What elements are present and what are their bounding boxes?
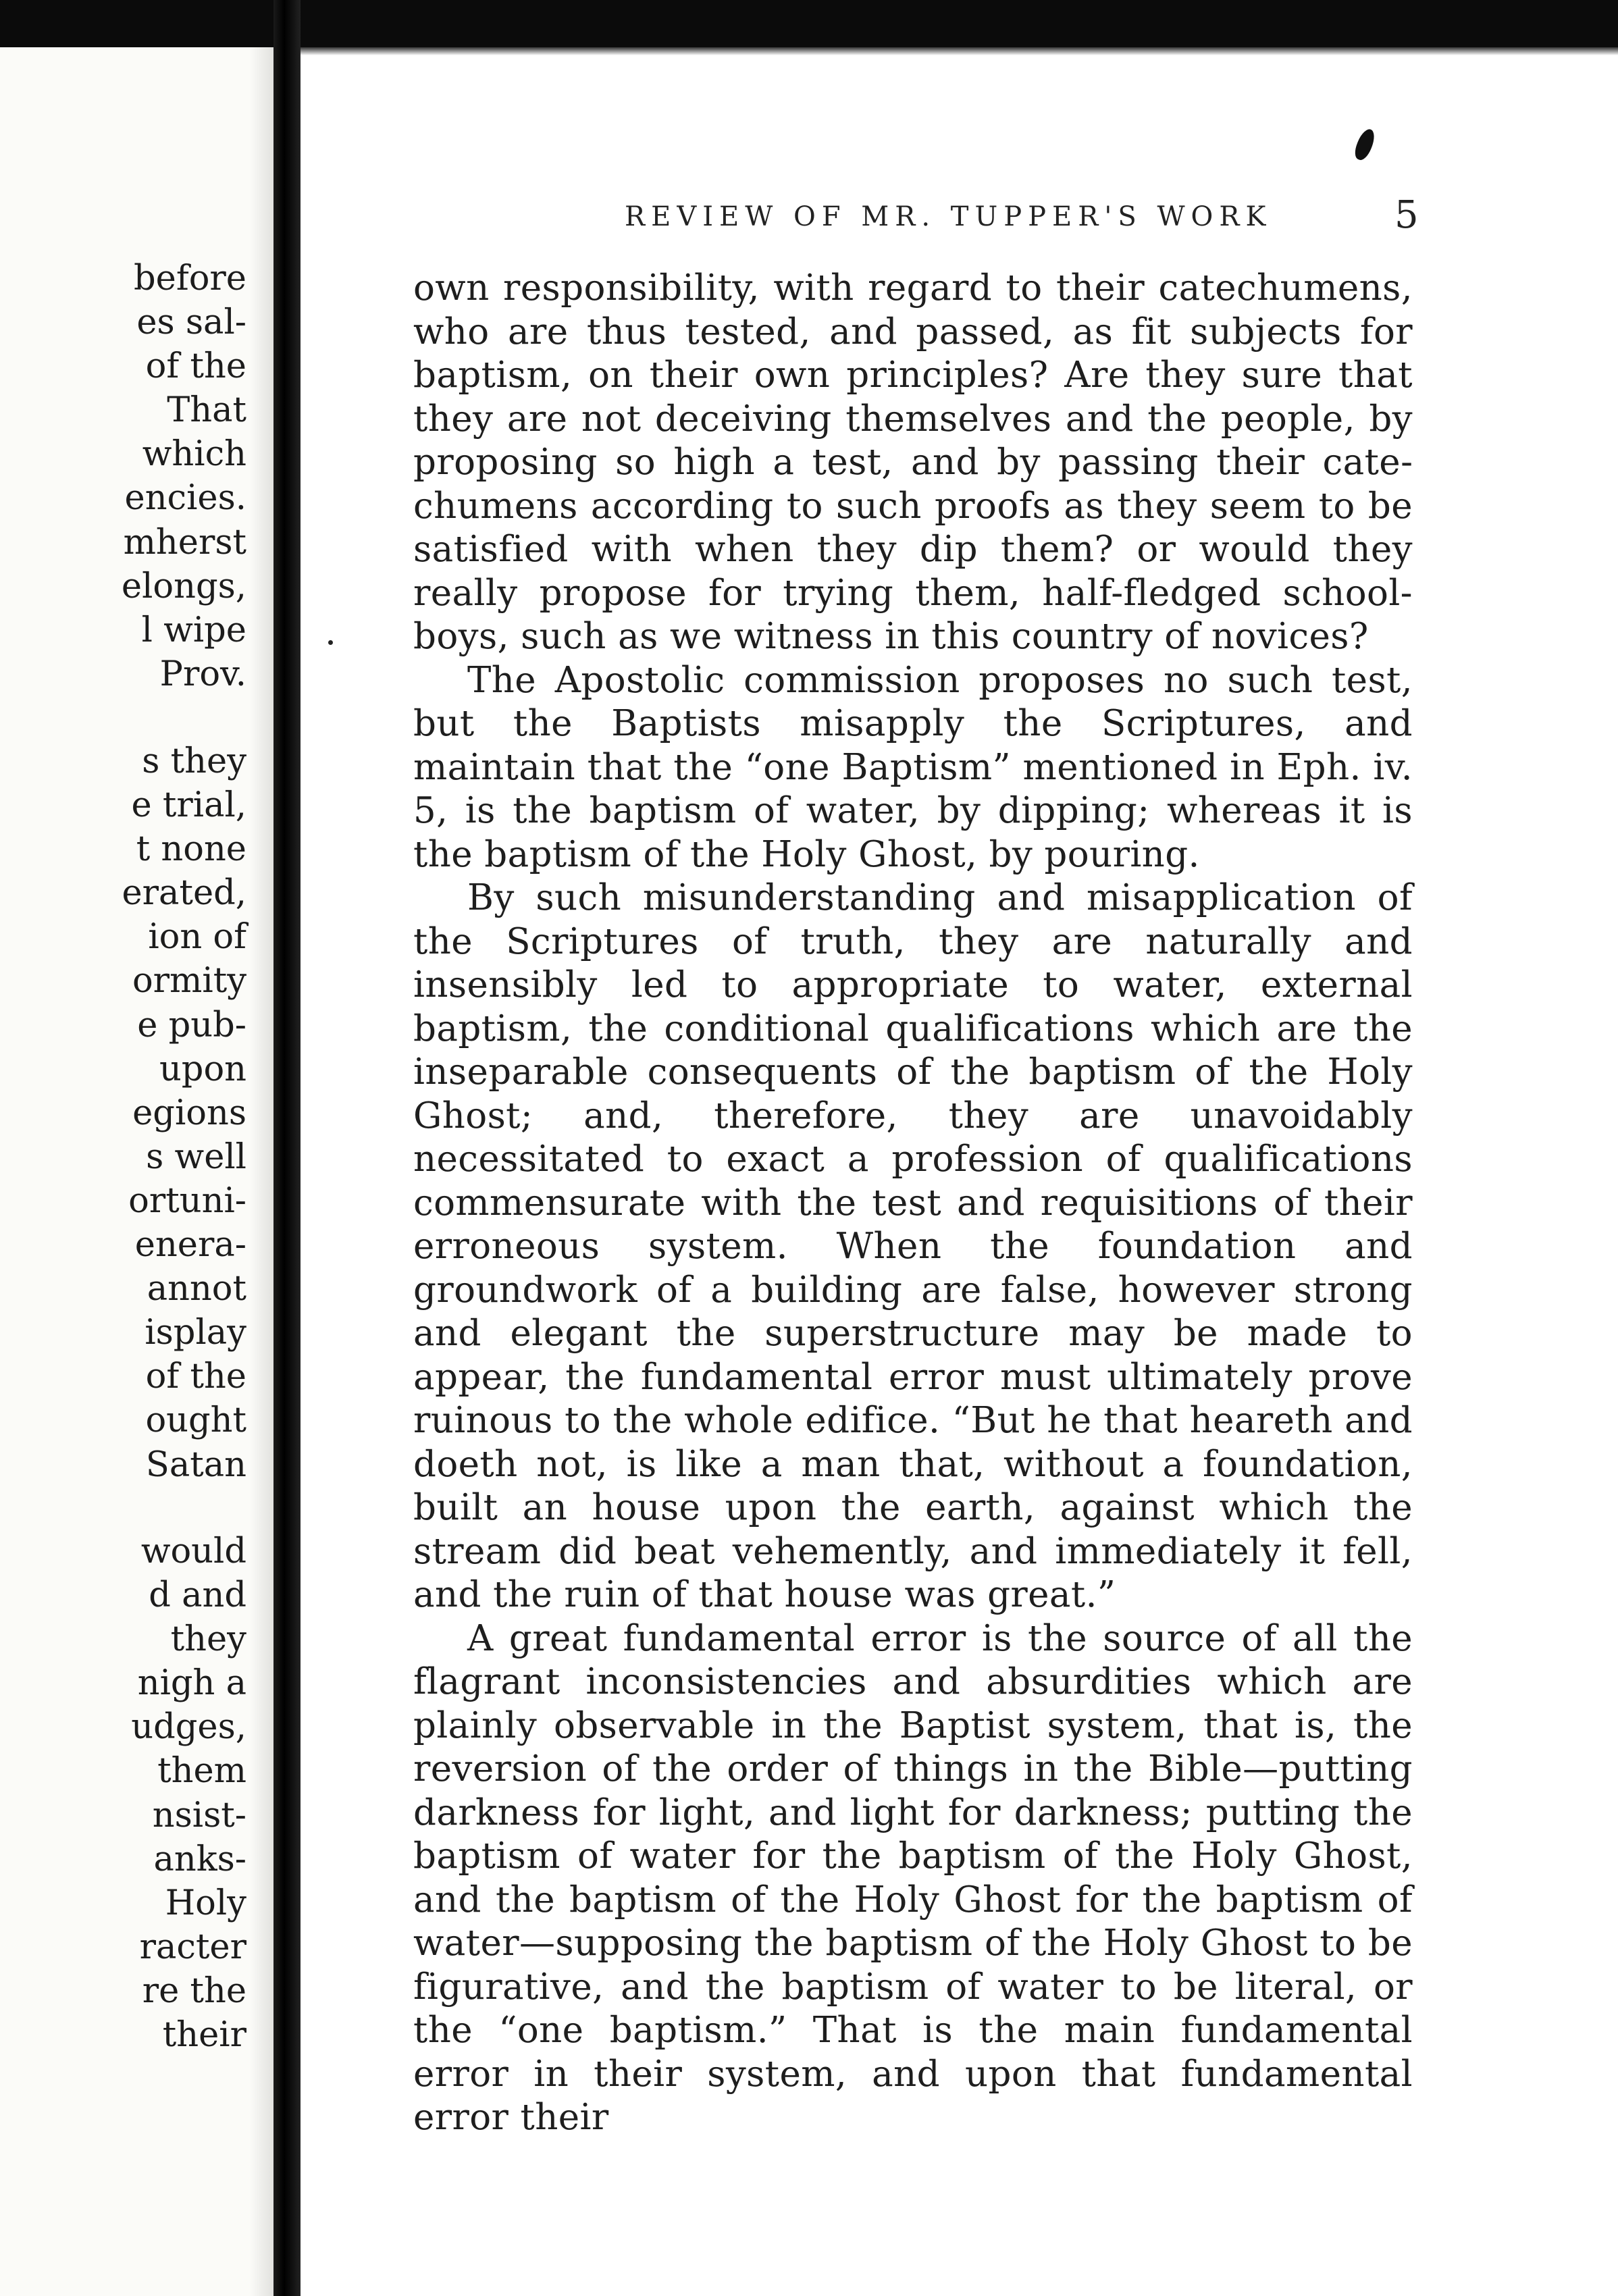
left-fragment-line: Satan bbox=[145, 1444, 246, 1485]
book-spine bbox=[273, 0, 301, 2296]
page-number: 5 bbox=[1394, 193, 1419, 237]
left-fragment-line: es sal- bbox=[136, 303, 246, 343]
left-fragment-line: ormity bbox=[132, 961, 246, 1001]
left-fragment-line: udges, bbox=[131, 1707, 246, 1748]
left-fragment-line: they bbox=[170, 1619, 246, 1660]
dust-speck bbox=[328, 640, 333, 645]
left-fragment-line: Holy bbox=[165, 1883, 246, 1923]
left-fragment-line: encies. bbox=[124, 478, 246, 519]
left-fragment-line: nigh a bbox=[137, 1663, 246, 1704]
left-fragment-line: ortuni- bbox=[128, 1180, 246, 1221]
left-fragment-line: erated, bbox=[122, 873, 246, 914]
left-fragment-line: of the bbox=[145, 1357, 246, 1397]
left-fragment-line: s well bbox=[146, 1137, 246, 1177]
left-fragment-line: of the bbox=[145, 346, 246, 387]
left-fragment-line: isplay bbox=[145, 1313, 246, 1353]
left-fragment-line: before bbox=[134, 259, 246, 298]
left-fragment-line: l wipe bbox=[141, 610, 246, 650]
left-fragment-line: e trial, bbox=[131, 785, 246, 826]
left-fragment-line: d and bbox=[149, 1575, 246, 1616]
left-fragment-line: their bbox=[162, 2015, 246, 2056]
left-fragment-line: which bbox=[142, 434, 246, 475]
paragraph: A great fundamental error is the source of all the flagrant inconsistencies and absurdities which are plainly observable in the Baptist system, that is, the reversion of the order of things in the Bible—putting darkness for light, and light for darkness; putting the baptism of water for the baptism of the Holy Ghost, and the baptism of the Holy Ghost for the baptism of water—supposing the baptism of the Holy Ghost to be figurative, and the baptism of water to be literal, or the “one baptism.” That is the main fundamental error in their system, and upon that fundamental error their bbox=[413, 1617, 1413, 2138]
left-fragment-line: elongs, bbox=[121, 566, 246, 606]
left-fragment-line: mherst bbox=[123, 522, 246, 563]
left-fragment-line: would bbox=[140, 1532, 246, 1571]
left-fragment-line: Prov. bbox=[159, 654, 246, 694]
running-header: REVIEW OF MR. TUPPER'S WORK bbox=[625, 201, 1272, 232]
paragraph: By such misunderstanding and misapplication of the Scriptures of truth, they are naturally and insensibly led to appropriate to water, external baptism, the conditional qualifications which are the inseparable consequents of the baptism of the Holy Ghost; and, therefore, they are unavoidably necessitated to exact a profession of qualifications commensurate with the test and requisitions of their erroneous system. When the foundation and groundwork of a building are false, however strong and elegant the superstructure may be made to appear, the fundamental error must ultimately prove ruinous to the whole edifice. “But he that heareth and doeth not, is like a man that, without a foundation, built an house upon the earth, against which the stream did beat vehemently, and immediately it fell, and the ruin of that house was great.” bbox=[413, 877, 1413, 1615]
left-fragment-line: ion of bbox=[148, 917, 246, 958]
body-text bbox=[413, 267, 1413, 2140]
left-fragment-line: ought bbox=[145, 1401, 246, 1441]
page-top-edge bbox=[301, 47, 1618, 55]
left-page-gutter-shadow bbox=[249, 47, 273, 2296]
left-fragment-line: That bbox=[167, 390, 246, 431]
left-fragment-line: upon bbox=[159, 1049, 246, 1089]
left-fragment-line: anks- bbox=[153, 1839, 246, 1879]
left-page-fragment-block-2 bbox=[122, 739, 246, 1487]
left-page-fragment-block-1 bbox=[122, 257, 246, 696]
left-fragment-line: e pub- bbox=[137, 1005, 246, 1045]
left-fragment-line: nsist- bbox=[152, 1795, 246, 1835]
left-fragment-line: t none bbox=[136, 829, 246, 870]
left-fragment-line: re the bbox=[142, 1971, 246, 2011]
left-page-fragment-block-3 bbox=[131, 1530, 246, 2057]
left-fragment-line: them bbox=[157, 1751, 246, 1792]
left-fragment-line: enera- bbox=[134, 1225, 246, 1266]
left-fragment-line: egions bbox=[132, 1093, 246, 1133]
paragraph: own responsibility, with regard to their catechumens, who are thus tested, and passed, as fit subjects for baptism, on their own principles? Are they sure that they are not deceiving themselves and the people, by proposing so high a test, and by passing their catechumens according to such proofs as they seem to be satisfied with when they dip them? or would they really propose for trying them, half-fledged school-boys, such as we witness in this country of novices? bbox=[413, 267, 1413, 657]
paragraph: The Apostolic commission proposes no such test, but the Baptists misapply the Scriptures, and maintain that the “one Baptism” mentioned in Eph. iv. 5, is the baptism of water, by dipping; whereas it is the baptism of the Holy Ghost, by pouring. bbox=[413, 659, 1413, 875]
left-fragment-line: annot bbox=[147, 1269, 246, 1309]
left-facing-page bbox=[0, 47, 273, 2296]
left-fragment-line: racter bbox=[139, 1927, 246, 1967]
left-fragment-line: s they bbox=[142, 741, 246, 781]
